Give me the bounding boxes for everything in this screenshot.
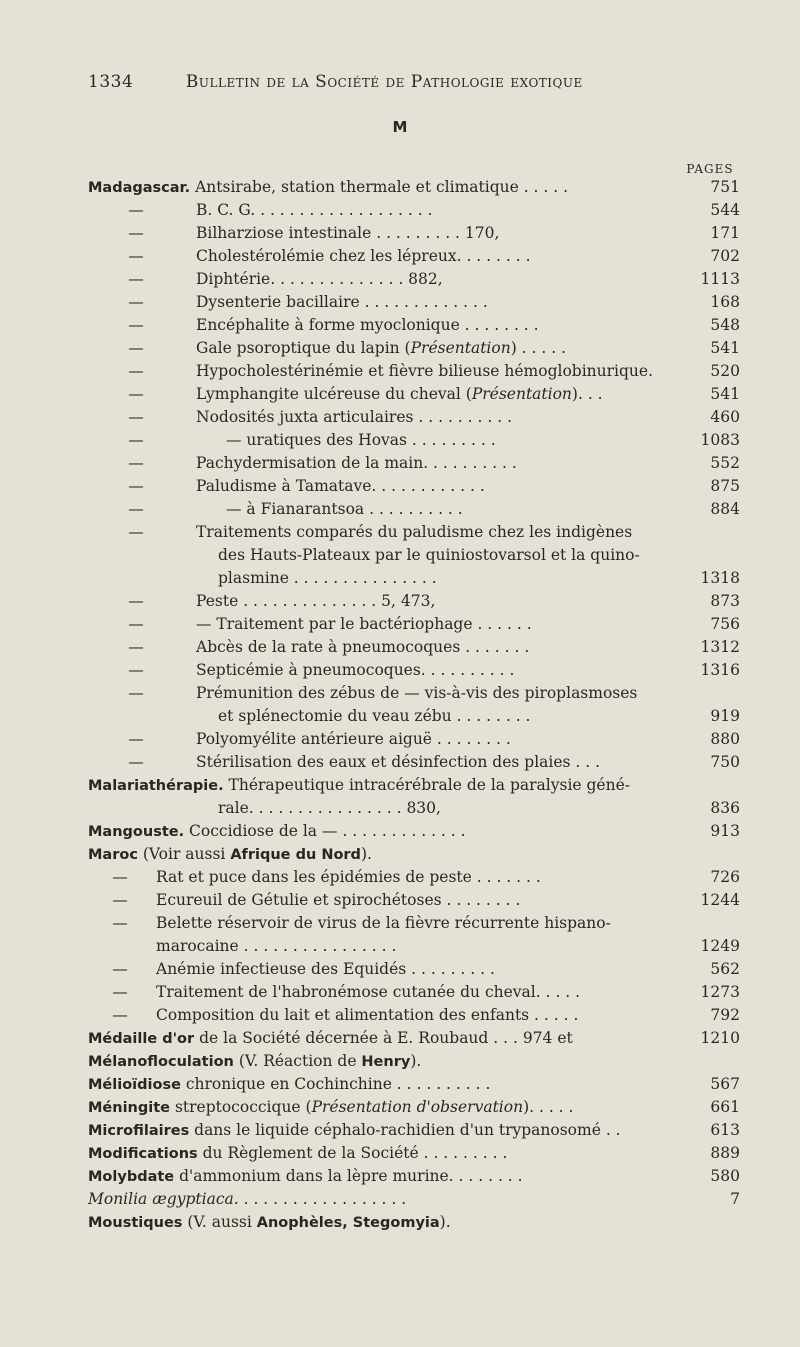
page-ref: 661 — [710, 1098, 740, 1116]
entry-dash: — — [128, 431, 144, 449]
entry-text — [196, 590, 435, 613]
entry-text — [88, 820, 466, 844]
page-ref: 541 — [710, 339, 740, 357]
entry-keyword: Mélanofloculation — [88, 1054, 234, 1070]
entry-tail: ) . . . . . — [510, 339, 567, 357]
entry-text — [156, 866, 541, 889]
entry-body: Antsirabe, station thermale et climatique . . . . . — [195, 178, 569, 196]
entry-text — [226, 498, 463, 521]
entry-text — [88, 1050, 421, 1074]
entry-dash: — — [112, 868, 128, 886]
index-entry — [0, 314, 800, 337]
entry-dash: — — [128, 408, 144, 426]
page-ref: 1316 — [700, 661, 740, 679]
entry-tail: ). — [410, 1052, 422, 1070]
entry-text — [156, 958, 495, 981]
entry-text — [196, 475, 485, 498]
entry-tail: ). — [360, 845, 372, 863]
entry-text — [88, 1027, 573, 1051]
index-entry — [0, 245, 800, 268]
entry-dash: — — [128, 753, 144, 771]
entry-keyword: Madagascar. — [88, 180, 191, 196]
page-ref: 168 — [710, 293, 740, 311]
entry-keyword: Microfilaires — [88, 1123, 190, 1139]
entry-tail: ). — [439, 1213, 451, 1231]
entry-text — [88, 1096, 573, 1120]
entry-dash: — — [112, 960, 128, 978]
page-ref: 544 — [710, 201, 740, 219]
entry-body: Nodosités juxta articulaires . . . . . . . . . . — [196, 408, 513, 426]
entry-text — [196, 268, 443, 291]
entry-text — [156, 935, 396, 958]
entry-text — [196, 314, 539, 337]
entry-text — [196, 245, 531, 268]
entry-dash: — — [128, 500, 144, 518]
page-ref: 1318 — [700, 569, 740, 587]
entry-text — [196, 406, 512, 429]
index-entry — [0, 613, 800, 636]
pages-column-label: PAGES — [686, 162, 734, 176]
index-entry — [0, 567, 800, 590]
entry-text — [88, 1165, 523, 1189]
entry-text — [196, 452, 517, 475]
entry-body: Septicémie à pneumocoques. . . . . . . . . . — [196, 661, 515, 679]
entry-body: Ecureuil de Gétulie et spirochétoses . . . . . . . . — [156, 891, 521, 909]
entry-keyword: Méningite — [88, 1100, 170, 1116]
page-ref: 1312 — [700, 638, 740, 656]
index-entry — [0, 797, 800, 820]
entry-text — [196, 222, 499, 245]
entry-text — [196, 659, 514, 682]
entry-text — [88, 1073, 490, 1097]
entry-body: Gale psoroptique du lapin ( — [196, 339, 411, 357]
page-ref: 1083 — [700, 431, 740, 449]
entry-body: Lymphangite ulcéreuse du cheval ( — [196, 385, 472, 403]
index-entry — [0, 705, 800, 728]
entry-dash: — — [128, 293, 144, 311]
page-ref: 913 — [710, 822, 740, 840]
entry-body: (Voir aussi — [142, 845, 231, 863]
entry-body: . . . . . . . . . . . . . . . . . — [238, 1190, 407, 1208]
entry-italic: Présentation — [471, 385, 572, 403]
index-entry — [0, 1050, 800, 1073]
page-ref: 613 — [710, 1121, 740, 1139]
entry-dash: — — [128, 362, 144, 380]
entry-dash: — — [128, 339, 144, 357]
index-entry — [0, 981, 800, 1004]
entry-body: — Traitement par le bactériophage . . . . . . — [196, 615, 532, 633]
entry-body: Coccidiose de la — . . . . . . . . . . . . . — [189, 822, 466, 840]
page-ref: 1249 — [700, 937, 740, 955]
page-ref: 880 — [710, 730, 740, 748]
entry-dash: — — [112, 1006, 128, 1024]
entry-text — [88, 843, 372, 867]
page-ref: 873 — [710, 592, 740, 610]
index-entry — [0, 199, 800, 222]
index-entry — [0, 337, 800, 360]
entry-text — [196, 521, 632, 544]
entry-dash: — — [128, 270, 144, 288]
page-ref: 751 — [710, 178, 740, 196]
page-ref: 875 — [710, 477, 740, 495]
index-entry — [0, 1027, 800, 1050]
entry-text — [196, 751, 600, 774]
entry-dash: — — [128, 661, 144, 679]
entry-dash: — — [128, 477, 144, 495]
entry-text — [156, 889, 520, 912]
page-ref: 792 — [710, 1006, 740, 1024]
page-ref: 171 — [710, 224, 740, 242]
entry-dash: — — [112, 891, 128, 909]
entry-text — [196, 682, 637, 705]
entry-dash: — — [128, 592, 144, 610]
entry-text — [196, 383, 603, 406]
page-ref: 1273 — [700, 983, 740, 1001]
index-entry — [0, 820, 800, 843]
page-ref: 702 — [710, 247, 740, 265]
entry-body: plasmine . . . . . . . . . . . . . . . — [218, 569, 437, 587]
entry-body: d'ammonium dans la lèpre murine. . . . . . . . — [179, 1167, 523, 1185]
index-entry — [0, 222, 800, 245]
page-ref: 541 — [710, 385, 740, 403]
entry-dash: — — [112, 914, 128, 932]
entry-dash: — — [128, 385, 144, 403]
index-entry — [0, 406, 800, 429]
entry-dash: — — [112, 983, 128, 1001]
entry-body: rale. . . . . . . . . . . . . . . . 830, — [218, 799, 441, 817]
entry-text — [196, 337, 566, 360]
index-entry — [0, 751, 800, 774]
entry-body: Rat et puce dans les épidémies de peste . . . . . . . — [156, 868, 541, 886]
entry-text — [196, 360, 653, 383]
page-ref: 520 — [710, 362, 740, 380]
entry-body: chronique en Cochinchine . . . . . . . . . . — [185, 1075, 491, 1093]
entry-text — [218, 544, 640, 567]
page-ref: 884 — [710, 500, 740, 518]
index-entry — [0, 1004, 800, 1027]
entry-body: Traitement de l'habronémose cutanée du cheval. . . . . — [156, 983, 581, 1001]
index-entry — [0, 1188, 800, 1211]
entry-dash: — — [128, 224, 144, 242]
entry-body: et splénectomie du veau zébu . . . . . . . . — [218, 707, 531, 725]
index-entry — [0, 636, 800, 659]
entry-dash: — — [128, 730, 144, 748]
index-entry — [0, 1073, 800, 1096]
index-entry — [0, 176, 800, 199]
page-ref: 726 — [710, 868, 740, 886]
entry-body: Polyomyélite antérieure aiguë . . . . . . . . — [196, 730, 511, 748]
entry-keyword: Modifications — [88, 1146, 198, 1162]
index-entry — [0, 452, 800, 475]
index-entry — [0, 659, 800, 682]
index-entry — [0, 268, 800, 291]
entry-text — [196, 291, 488, 314]
entry-body: Peste . . . . . . . . . . . . . . 5, 473, — [196, 592, 436, 610]
entry-crossref: Afrique du Nord — [230, 847, 361, 863]
entry-text — [226, 429, 496, 452]
index-entry — [0, 843, 800, 866]
journal-title: Bulletin de la Société de Pathologie exotique — [185, 72, 583, 92]
entry-body: Stérilisation des eaux et désinfection des plaies . . . — [196, 753, 601, 771]
page-ref: 562 — [710, 960, 740, 978]
index-entry — [0, 935, 800, 958]
entry-italic: Présentation — [410, 339, 511, 357]
entry-body: Dysenterie bacillaire . . . . . . . . . . . . . — [196, 293, 488, 311]
index-entry — [0, 958, 800, 981]
index-entry — [0, 544, 800, 567]
entry-text — [218, 797, 441, 820]
entry-text — [196, 199, 433, 222]
index-entry — [0, 590, 800, 613]
entry-body: Prémunition des zébus de — vis-à-vis des piroplasmoses — [196, 684, 638, 702]
entry-body: de la Société décernée à E. Roubaud . . . 974 et — [199, 1029, 573, 1047]
index-entry — [0, 1211, 800, 1234]
entry-dash: — — [128, 523, 144, 541]
entry-body: du Règlement de la Société . . . . . . . . . — [202, 1144, 508, 1162]
page-ref: 836 — [710, 799, 740, 817]
entry-body: Composition du lait et alimentation des enfants . . . . . — [156, 1006, 579, 1024]
entry-dash: — — [128, 201, 144, 219]
index-entry — [0, 1096, 800, 1119]
entry-dash: — — [128, 638, 144, 656]
entry-text — [196, 613, 532, 636]
page-ref: 919 — [710, 707, 740, 725]
entry-body: Paludisme à Tamatave. . . . . . . . . . . . — [196, 477, 485, 495]
entry-body: Pachydermisation de la main. . . . . . . . . . — [196, 454, 517, 472]
page-ref: 552 — [710, 454, 740, 472]
index-entry — [0, 912, 800, 935]
section-letter: M — [392, 118, 408, 136]
entry-text — [88, 1211, 451, 1235]
entry-keyword-italic: Monilia ægyptiaca. — [88, 1190, 239, 1208]
index-entry — [0, 774, 800, 797]
entry-text — [218, 567, 437, 590]
entry-text — [156, 912, 611, 935]
entry-body: (V. Réaction de — [238, 1052, 362, 1070]
entry-body: Hypocholestérinémie et fièvre bilieuse hémoglobinurique. — [196, 362, 654, 380]
entry-keyword: Maroc — [88, 847, 138, 863]
entry-keyword: Malariathérapie. — [88, 778, 224, 794]
index-entry — [0, 383, 800, 406]
index-entry — [0, 1142, 800, 1165]
entry-keyword: Mangouste. — [88, 824, 185, 840]
entry-dash: — — [128, 247, 144, 265]
index-entry — [0, 291, 800, 314]
page-ref: 567 — [710, 1075, 740, 1093]
entry-dash: — — [128, 316, 144, 334]
running-header — [88, 72, 648, 92]
entry-text — [88, 1188, 406, 1211]
entry-text — [156, 981, 580, 1004]
page-ref: 548 — [710, 316, 740, 334]
entry-text — [88, 176, 568, 200]
index-entry — [0, 866, 800, 889]
entry-tail: ). . . . . — [523, 1098, 574, 1116]
entry-text — [218, 705, 530, 728]
page-ref: 460 — [710, 408, 740, 426]
page-ref: 1244 — [700, 891, 740, 909]
index-entry — [0, 475, 800, 498]
entry-body: Abcès de la rate à pneumocoques . . . . . . . — [196, 638, 530, 656]
entry-body: streptococcique ( — [174, 1098, 312, 1116]
entry-dash: — — [128, 684, 144, 702]
entry-text — [196, 636, 529, 659]
page-ref: 1113 — [700, 270, 740, 288]
entry-body: Encéphalite à forme myoclonique . . . . . . . . — [196, 316, 539, 334]
index-entry — [0, 889, 800, 912]
index-entry — [0, 360, 800, 383]
entry-body: Traitements comparés du paludisme chez les indigènes — [196, 523, 633, 541]
entry-keyword: Molybdate — [88, 1169, 175, 1185]
entry-body: Belette réservoir de virus de la fièvre récurrente hispano- — [156, 914, 611, 932]
entry-body: Diphtérie. . . . . . . . . . . . . . 882, — [196, 270, 443, 288]
entry-text — [88, 774, 630, 798]
page-ref: 7 — [730, 1190, 740, 1208]
entry-text — [88, 1142, 507, 1166]
entry-body: dans le liquide céphalo-rachidien d'un trypanosomé . . — [194, 1121, 621, 1139]
entry-text — [156, 1004, 578, 1027]
page-ref: 889 — [710, 1144, 740, 1162]
entry-body: Thérapeutique intracérébrale de la paralysie géné- — [228, 776, 631, 794]
entry-text — [88, 1119, 621, 1143]
entry-keyword: Médaille d'or — [88, 1031, 195, 1047]
entry-italic: Présentation d'observation — [311, 1098, 524, 1116]
entry-body: Cholestérolémie chez les lépreux. . . . . . . . — [196, 247, 531, 265]
index-entry — [0, 429, 800, 452]
page-ref: 580 — [710, 1167, 740, 1185]
entry-body: Bilharziose intestinale . . . . . . . . . 170, — [196, 224, 500, 242]
page-ref: 756 — [710, 615, 740, 633]
index-entry — [0, 521, 800, 544]
entry-text — [196, 728, 511, 751]
index-entry — [0, 498, 800, 521]
entry-body: (V. aussi — [187, 1213, 257, 1231]
entry-crossref: Henry — [361, 1054, 411, 1070]
page-ref: 1210 — [700, 1029, 740, 1047]
page-ref: 750 — [710, 753, 740, 771]
entry-keyword: Mélioïdiose — [88, 1077, 181, 1093]
index-entry — [0, 682, 800, 705]
index-entry — [0, 728, 800, 751]
page-number: 1334 — [88, 72, 134, 92]
entry-keyword: Moustiques — [88, 1215, 183, 1231]
entry-body: — à Fianarantsoa . . . . . . . . . . — [226, 500, 463, 518]
index-entry — [0, 1165, 800, 1188]
entry-body: B. C. G. . . . . . . . . . . . . . . . . . . — [196, 201, 433, 219]
entry-dash: — — [128, 454, 144, 472]
entry-dash: — — [128, 615, 144, 633]
entry-crossref: Anophèles, Stegomyia — [256, 1215, 440, 1231]
entry-tail: ). . . — [571, 385, 603, 403]
entry-body: — uratiques des Hovas . . . . . . . . . — [226, 431, 496, 449]
entry-body: Anémie infectieuse des Equidés . . . . . . . . . — [156, 960, 495, 978]
entry-body: des Hauts-Plateaux par le quiniostovarsol et la quino- — [218, 546, 640, 564]
index-entry — [0, 1119, 800, 1142]
entry-body: marocaine . . . . . . . . . . . . . . . . — [156, 937, 397, 955]
